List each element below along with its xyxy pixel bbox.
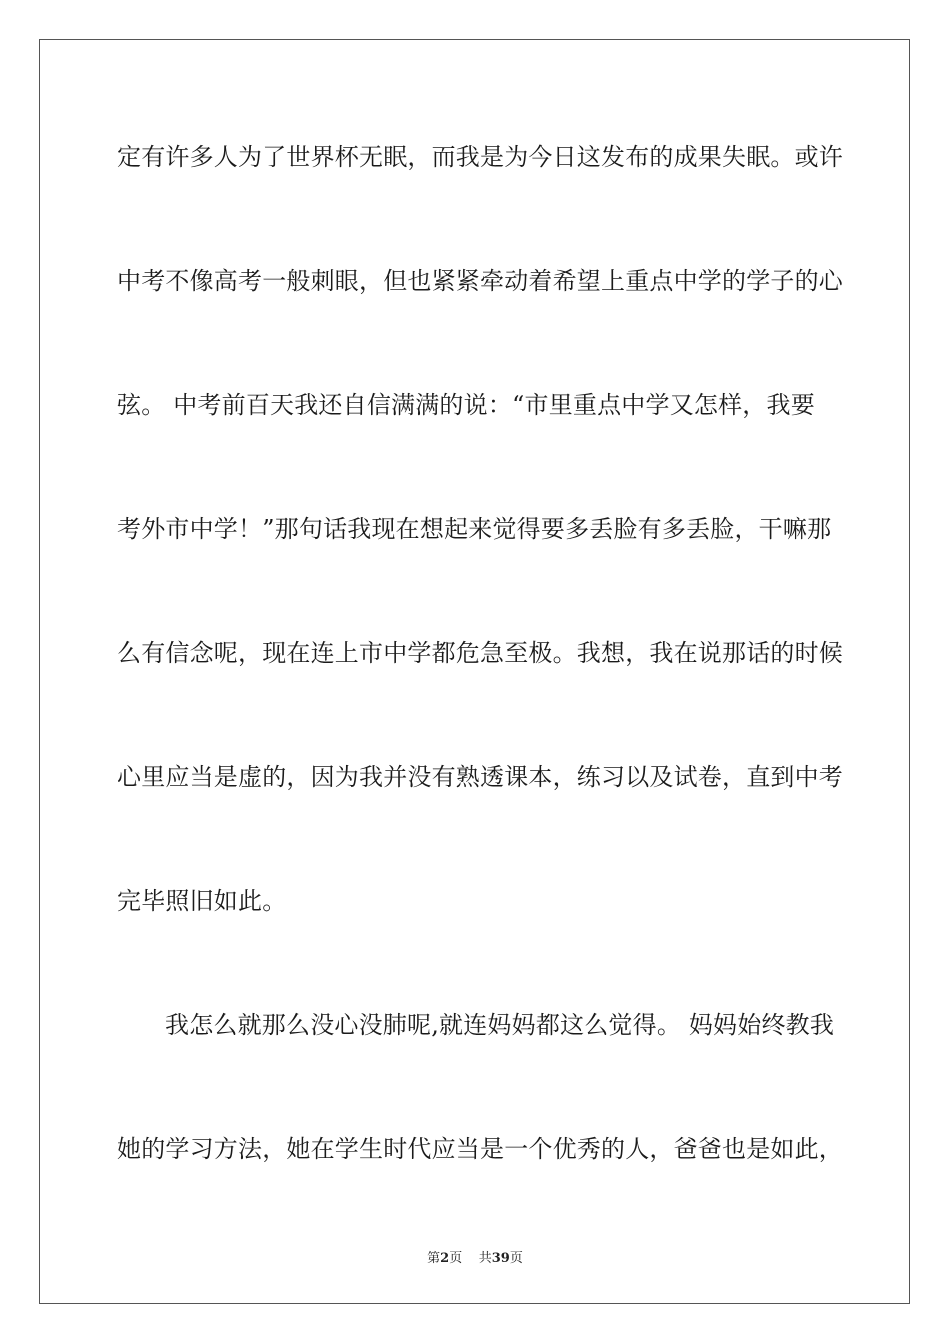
paragraph-line-7: 完毕照旧如此。 <box>117 887 287 915</box>
paragraph-line-1: 定有许多人为了世界杯无眠，而我是为今日这发布的成果失眠。或许 <box>117 143 843 171</box>
footer-total-suffix: 页 <box>509 1251 523 1266</box>
paragraph-line-4: 考外市中学！”那句话我现在想起来觉得要多丢脸有多丢脸，干嘛那 <box>117 515 832 543</box>
footer-page-number: 2 <box>440 1251 450 1266</box>
footer-page-suffix: 页 <box>449 1251 463 1266</box>
paragraph-line-8: 我怎么就那么没心没肺呢,就连妈妈都这么觉得。 妈妈始终教我 <box>165 1011 835 1039</box>
page-footer <box>0 1247 950 1266</box>
paragraph-line-9: 她的学习方法，她在学生时代应当是一个优秀的人，爸爸也是如此， <box>117 1135 843 1163</box>
footer-page-prefix: 第 <box>427 1251 441 1266</box>
paragraph-line-3: 弦。 中考前百天我还自信满满的说：“市里重点中学又怎样，我要 <box>117 391 815 419</box>
footer-total-pages: 39 <box>491 1251 510 1266</box>
paragraph-line-6: 心里应当是虚的，因为我并没有熟透课本，练习以及试卷，直到中考 <box>117 763 843 791</box>
page-border <box>39 39 910 1304</box>
paragraph-line-2: 中考不像高考一般刺眼，但也紧紧牵动着希望上重点中学的学子的心 <box>117 267 843 295</box>
footer-total-prefix: 共 <box>478 1251 492 1266</box>
paragraph-line-5: 么有信念呢，现在连上市中学都危急至极。我想，我在说那话的时候 <box>117 639 843 667</box>
